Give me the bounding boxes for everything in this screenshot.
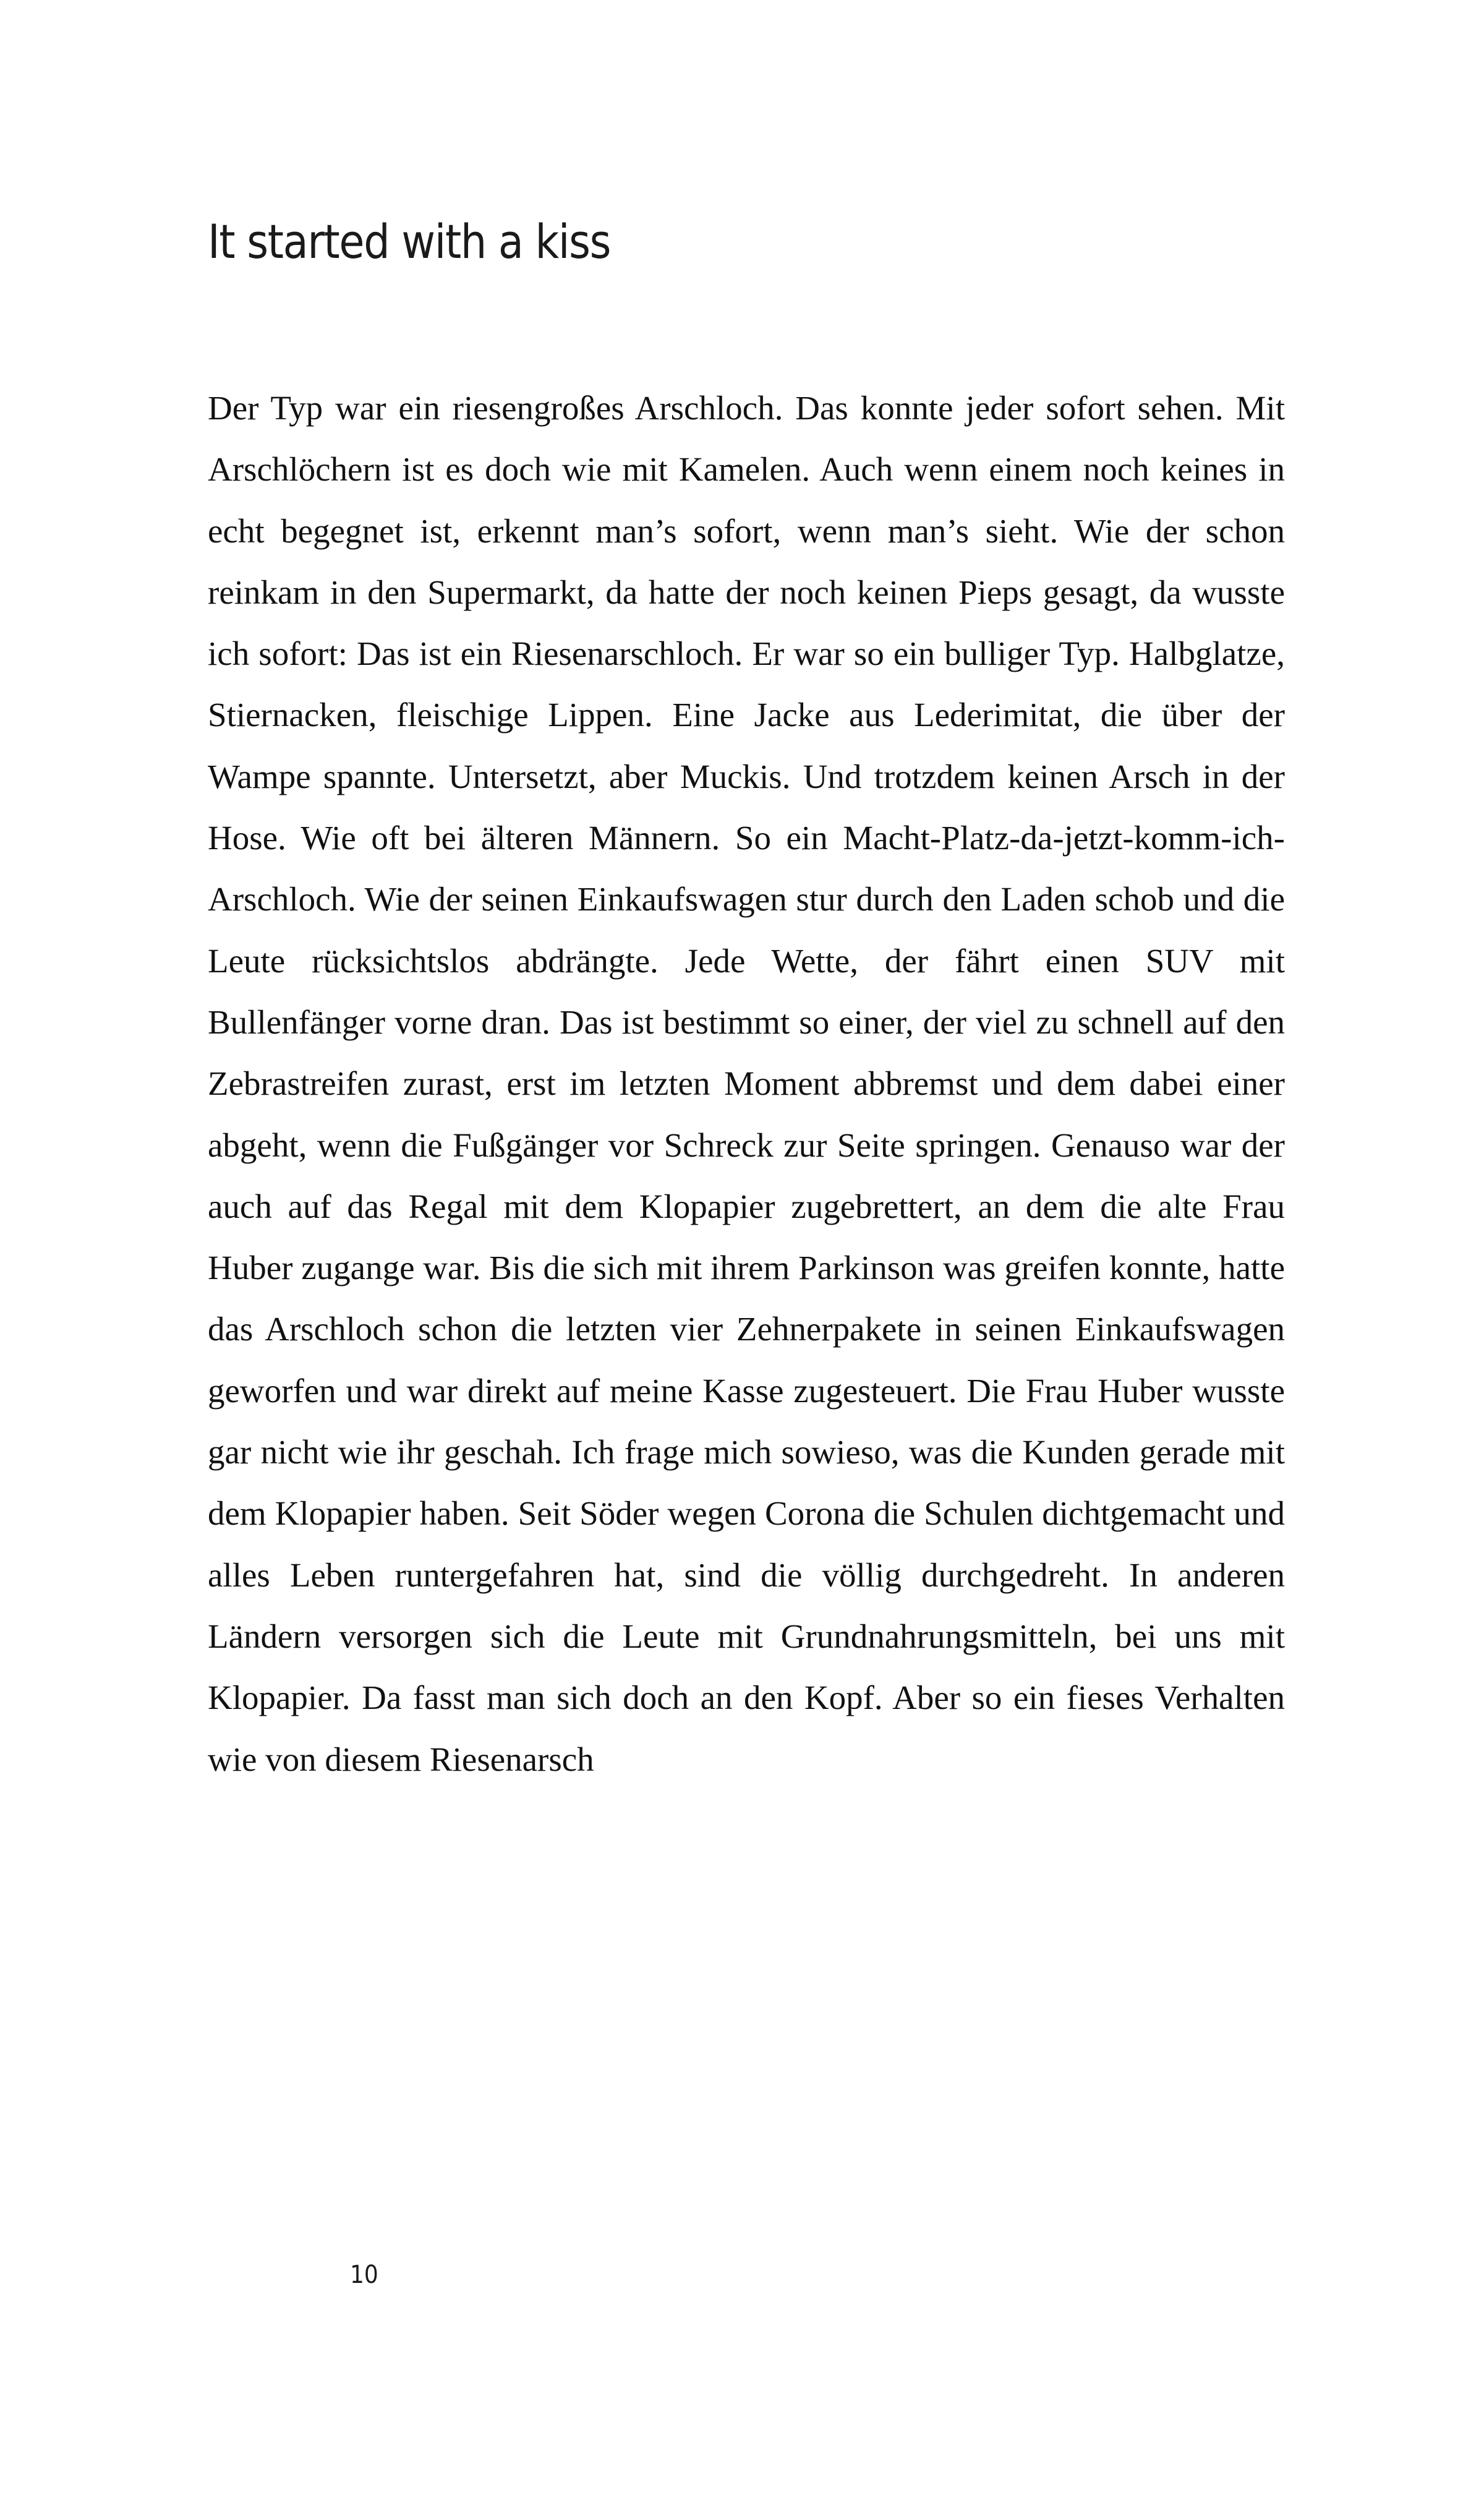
page-number: 10 bbox=[350, 2261, 378, 2289]
page-title: It started with a kiss bbox=[208, 213, 611, 269]
paragraph: Der Typ war ein riesengroßes Arschloch. Das konnte jeder sofort sehen. Mit Arschlöchern ist es doch wie mit Kamelen. Auch wenn einem noch keines in echt begegnet ist, erkennt man’s sofort, wenn man’s sieht. Wie der schon reinkam in den Supermarkt, da hatte der noch keinen Pieps gesagt, da wusste ich sofort: Das ist ein Riesenarschloch. Er war so ein bulliger Typ. Halbglatze, Stiernacken, fleischige Lippen. Eine Jacke aus Lederimitat, die über der Wampe spannte. Untersetzt, aber Muckis. Und trotzdem keinen Arsch in der Hose. Wie oft bei älteren Männern. So ein Macht-Platz-da-jetzt-komm-ich-Arschloch. Wie der seinen Einkaufswagen stur durch den Laden schob und die Leute rücksichtslos abdrängte. Jede Wette, der fährt einen SUV mit Bullenfänger vorne dran. Das ist bestimmt so einer, der viel zu schnell auf den Zebrastreifen zurast, erst im letzten Moment abbremst und dem dabei einer abgeht, wenn die Fußgänger vor Schreck zur Seite springen. Genauso war der auch auf das Regal mit dem Klopapier zugebrettert, an dem die alte Frau Huber zugange war. Bis die sich mit ihrem Parkinson was greifen konnte, hatte das Arschloch schon die letzten vier Zehnerpakete in seinen Einkaufswagen geworfen und war direkt auf meine Kasse zugesteuert. Die Frau Huber wusste gar nicht wie ihr geschah. Ich frage mich sowieso, was die Kunden gerade mit dem Klopapier haben. Seit Söder wegen Corona die Schulen dichtgemacht und alles Leben runtergefahren hat, sind die völlig durchgedreht. In anderen Ländern versorgen sich die Leute mit Grundnahrungsmitteln, bei uns mit Klopapier. Da fasst man sich doch an den Kopf. Aber so ein fieses Verhalten wie von diesem Riesenarsch bbox=[208, 389, 1285, 1778]
body-text-block bbox=[208, 377, 1285, 1790]
